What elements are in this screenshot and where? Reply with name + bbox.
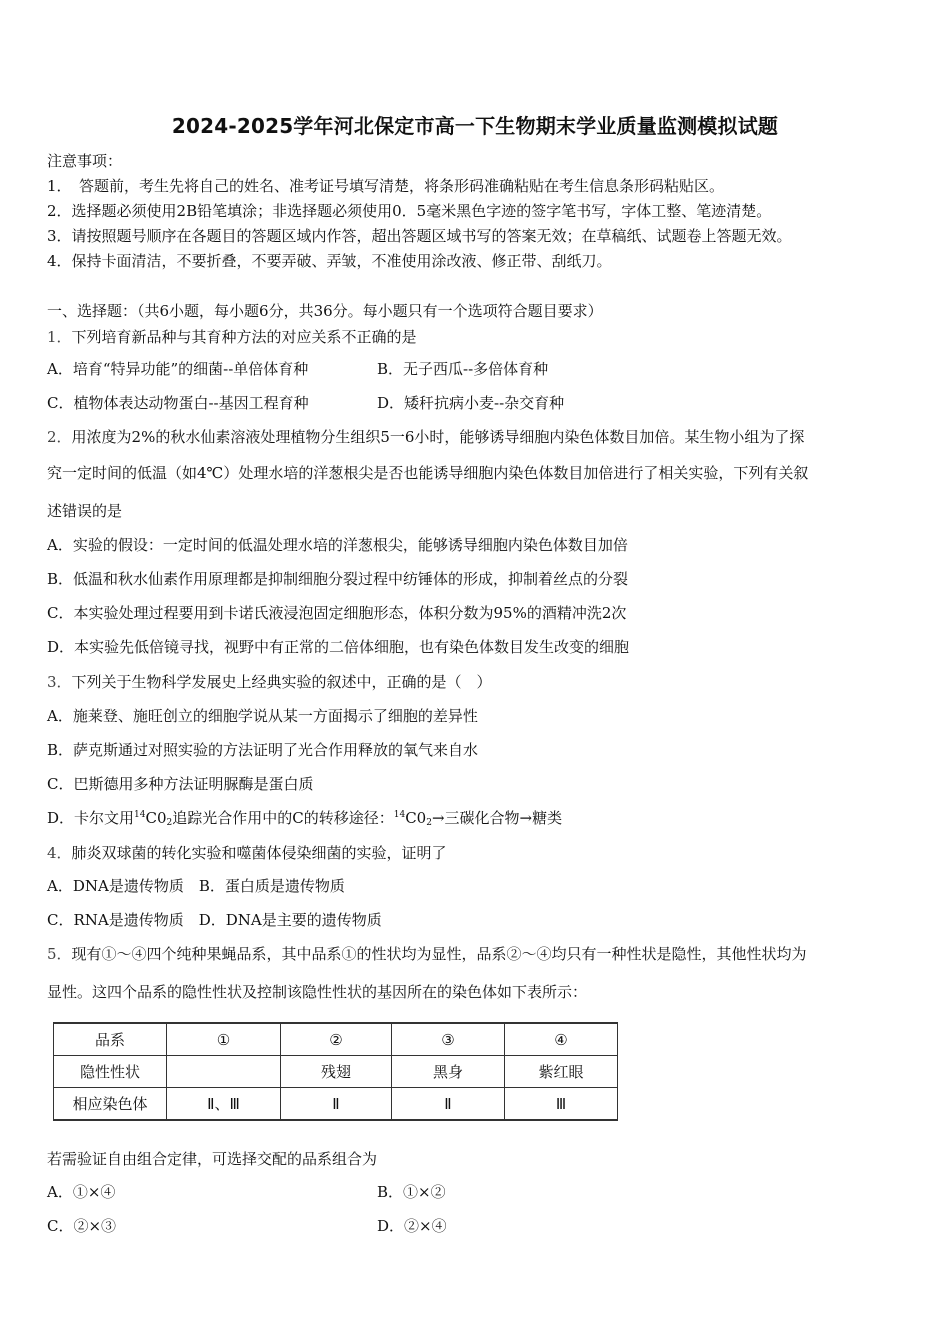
q2-option-c: C．本实验处理过程要用到卡诺氏液浸泡固定细胞形态，体积分数为95%的酒精冲洗2次 xyxy=(47,604,627,622)
page-title: 2024-2025学年河北保定市高一下生物期末学业质量监测模拟试题 xyxy=(171,114,779,138)
question-text: 现有①～④四个纯种果蝇品系，其中品系①的性状均为显性，品系②～④均只有一种性状是隐性，其他性状均为 xyxy=(71,945,807,963)
q4-options-ab: A．DNA是遗传物质 B．蛋白质是遗传物质 xyxy=(47,877,345,895)
question-5-stem-line2: 显性。这四个品系的隐性性状及控制该隐性性状的基因所在的染色体如下表所示： xyxy=(47,983,588,1001)
isotope-superscript: 14 xyxy=(134,810,146,820)
q5-option-b: B．①×② xyxy=(377,1183,446,1201)
table-cell: 相应染色体 xyxy=(54,1088,167,1121)
question-1-stem xyxy=(47,326,417,348)
q1-option-b: B．无子西瓜--多倍体育种 xyxy=(377,360,549,378)
q5-option-c: C．②×③ xyxy=(47,1217,117,1235)
option-text: →三碳化合物→糖类 xyxy=(431,809,563,827)
question-number: 3． xyxy=(47,673,72,691)
formula-subscript: 2 xyxy=(426,818,432,828)
question-2-stem-line1 xyxy=(47,426,804,448)
notice-item-3: 3．请按照题号顺序在各题目的答题区域内作答，超出答题区域书写的答案无效；在草稿纸、试题卷上答题无效。 xyxy=(47,227,792,245)
q3-option-c: C．巴斯德用多种方法证明脲酶是蛋白质 xyxy=(47,775,314,793)
q1-option-d: D．矮秆抗病小麦--杂交育种 xyxy=(377,394,565,412)
table-cell: 隐性性状 xyxy=(54,1056,167,1088)
question-3-stem xyxy=(47,671,492,693)
q3-option-d xyxy=(47,807,562,829)
q1-option-c: C．植物体表达动物蛋白--基因工程育种 xyxy=(47,394,309,412)
q2-option-b: B．低温和秋水仙素作用原理都是抑制细胞分裂过程中纺锤体的形成，抑制着丝点的分裂 xyxy=(47,570,629,588)
q1-option-a: A．培育“特异功能”的细菌--单倍体育种 xyxy=(47,360,309,378)
option-text: 追踪光合作用中的C的转移途径： xyxy=(172,809,394,827)
option-text: D．卡尔文用 xyxy=(47,809,135,827)
table-cell: Ⅲ xyxy=(505,1088,618,1121)
table-row xyxy=(54,1023,618,1056)
q4-options-cd: C．RNA是遗传物质 D．DNA是主要的遗传物质 xyxy=(47,911,382,929)
question-text: 肺炎双球菌的转化实验和噬菌体侵染细菌的实验，证明了 xyxy=(71,844,447,862)
question-number: 4． xyxy=(47,844,72,862)
table-cell: Ⅱ xyxy=(392,1088,505,1121)
q3-option-b: B．萨克斯通过对照实验的方法证明了光合作用释放的氧气来自水 xyxy=(47,741,479,759)
section-heading: 一、选择题：（共6小题，每小题6分，共36分。每小题只有一个选项符合题目要求） xyxy=(47,302,603,320)
question-2-stem-line3: 述错误的是 xyxy=(47,502,123,520)
question-number: 2． xyxy=(47,428,72,446)
q2-option-d: D．本实验先低倍镜寻找，视野中有正常的二倍体细胞，也有染色体数目发生改变的细胞 xyxy=(47,638,630,656)
q5-option-a: A．①×④ xyxy=(47,1183,116,1201)
table-cell: 紫红眼 xyxy=(505,1056,618,1088)
formula-text: C0 xyxy=(405,809,427,827)
table-row xyxy=(54,1088,618,1121)
table-cell: 黑身 xyxy=(392,1056,505,1088)
table-row xyxy=(54,1056,618,1088)
formula-subscript: 2 xyxy=(166,818,173,828)
table-cell: Ⅱ xyxy=(281,1088,392,1121)
question-2-stem-line2: 究一定时间的低温（如4℃）处理水培的洋葱根尖是否也能诱导细胞内染色体数目加倍进行了相关实验，下列有关叙 xyxy=(47,464,809,482)
notice-item-4: 4．保持卡面清洁，不要折叠，不要弄破、弄皱，不准使用涂改液、修正带、刮纸刀。 xyxy=(47,252,612,270)
formula-text: C0 xyxy=(145,809,167,827)
table-cell: ③ xyxy=(392,1023,505,1056)
question-text: 下列关于生物科学发展史上经典实验的叙述中，正确的是（ ） xyxy=(71,673,492,691)
q2-option-a: A．实验的假设：一定时间的低温处理水培的洋葱根尖，能够诱导细胞内染色体数目加倍 xyxy=(47,536,628,554)
table-cell: Ⅱ、Ⅲ xyxy=(167,1088,281,1121)
notice-heading: 注意事项： xyxy=(47,152,123,170)
question-text: 下列培育新品种与其育种方法的对应关系不正确的是 xyxy=(71,328,417,346)
notice-item-1: 1． 答题前，考生先将自己的姓名、准考证号填写清楚，将条形码准确粘贴在考生信息条形码粘贴区。 xyxy=(47,177,725,195)
question-number: 5． xyxy=(47,945,72,963)
isotope-superscript: 14 xyxy=(393,810,406,820)
q3-option-a: A．施莱登、施旺创立的细胞学说从某一方面揭示了细胞的差异性 xyxy=(47,707,478,725)
question-number: 1． xyxy=(47,328,72,346)
q5-option-d: D．②×④ xyxy=(377,1217,447,1235)
table-cell: 残翅 xyxy=(281,1056,392,1088)
table-cell xyxy=(167,1056,281,1088)
question-text: 用浓度为2%的秋水仙素溶液处理植物分生组织5一6小时，能够诱导细胞内染色体数目加倍。某生物小组为了探 xyxy=(71,428,805,446)
table-cell: ④ xyxy=(505,1023,618,1056)
question-5-stem-line1 xyxy=(47,943,807,965)
question-4-stem xyxy=(47,842,447,864)
question-5-prompt: 若需验证自由组合定律，可选择交配的品系组合为 xyxy=(47,1150,378,1168)
table-cell: 品系 xyxy=(54,1023,167,1056)
table-cell: ② xyxy=(281,1023,392,1056)
table-cell: ① xyxy=(167,1023,281,1056)
notice-item-2: 2．选择题必须使用2B铅笔填涂；非选择题必须使用0．5毫米黑色字迹的签字笔书写，字体工整、笔迹清楚。 xyxy=(47,202,772,220)
strain-table xyxy=(53,1022,618,1121)
